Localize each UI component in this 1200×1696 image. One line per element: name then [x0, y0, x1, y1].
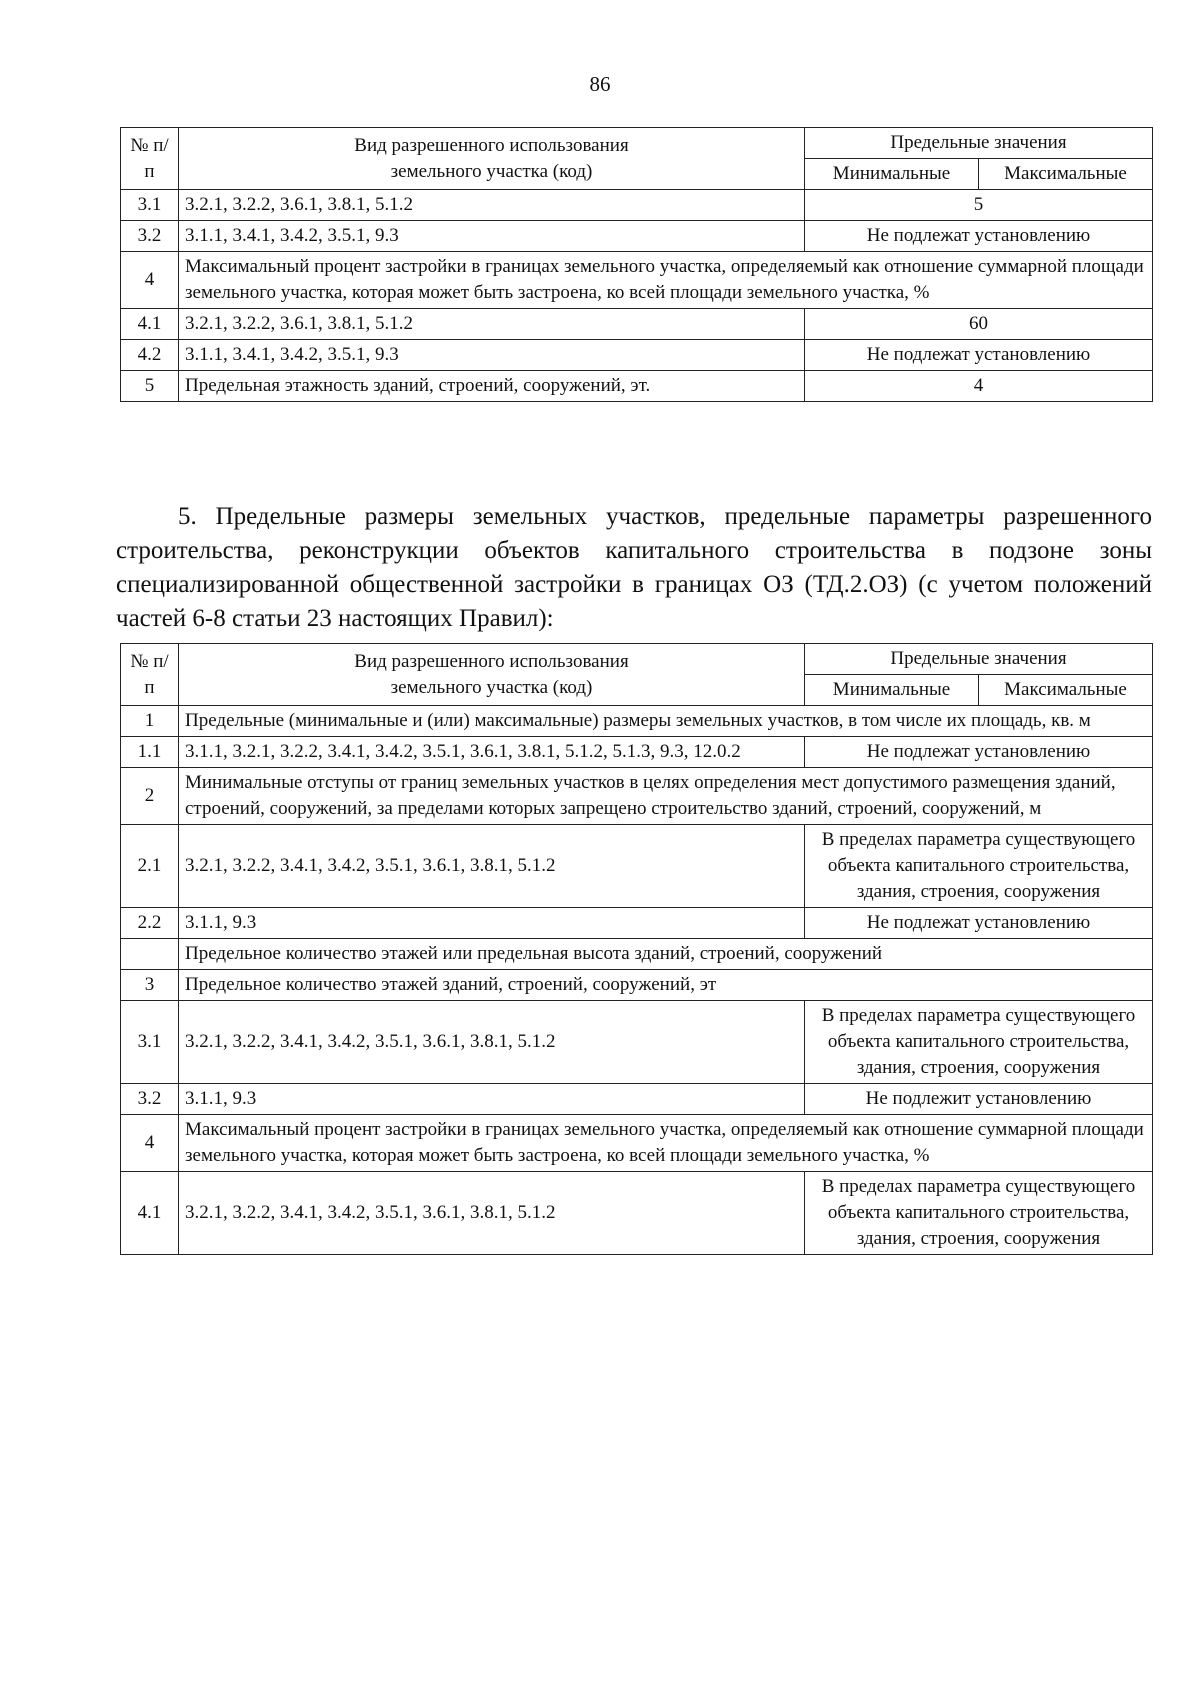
row-limit-value: В пределах параметра существующего объекта капитального строительства, здания, строения, сооружения — [805, 1172, 1153, 1255]
row-usage-codes: 3.2.1, 3.2.2, 3.4.1, 3.4.2, 3.5.1, 3.6.1, 3.8.1, 5.1.2 — [179, 1001, 805, 1084]
row-usage-codes: 3.2.1, 3.2.2, 3.6.1, 3.8.1, 5.1.2 — [179, 190, 805, 221]
table-row — [121, 340, 1153, 371]
table-row — [121, 1084, 1153, 1115]
row-limit-value: В пределах параметра существующего объекта капитального строительства, здания, строения, сооружения — [805, 1001, 1153, 1084]
table-row — [121, 1172, 1153, 1255]
row-number: 1 — [121, 706, 179, 737]
row-number: 3.2 — [121, 221, 179, 252]
table-header-row — [121, 644, 1153, 675]
max-header: Максимальные — [979, 675, 1153, 706]
row-number: 2.1 — [121, 825, 179, 908]
table-row — [121, 970, 1153, 1001]
row-limit-value: 5 — [805, 190, 1153, 221]
row-number: 4.1 — [121, 309, 179, 340]
row-usage-codes: 3.1.1, 3.4.1, 3.4.2, 3.5.1, 9.3 — [179, 221, 805, 252]
limits-header: Предельные значения — [805, 128, 1153, 159]
limits-table-2 — [120, 643, 1153, 1255]
row-description: Предельное количество этажей или предельная высота зданий, строений, сооружений — [179, 939, 1153, 970]
row-limit-value: 4 — [805, 371, 1153, 402]
row-number: 3 — [121, 970, 179, 1001]
row-number: 3.1 — [121, 1001, 179, 1084]
min-header: Минимальные — [805, 675, 979, 706]
table-row — [121, 939, 1153, 970]
type-header-line1: Вид разрешенного использования — [354, 650, 629, 672]
table-row — [121, 371, 1153, 402]
table1-body — [121, 190, 1153, 402]
row-description: Максимальный процент застройки в границах земельного участка, определяемый как отношение суммарной площади земельного участка, которая может быть застроена, ко всей площади земельного участка, % — [179, 252, 1153, 309]
row-limit-value: Не подлежат установлению — [805, 908, 1153, 939]
row-number: 4 — [121, 252, 179, 309]
table2-body — [121, 706, 1153, 1255]
row-number: 3.2 — [121, 1084, 179, 1115]
table-row — [121, 309, 1153, 340]
limits-table-1 — [120, 127, 1153, 402]
row-usage-codes: Предельная этажность зданий, строений, сооружений, эт. — [179, 371, 805, 402]
row-usage-codes: 3.1.1, 3.2.1, 3.2.2, 3.4.1, 3.4.2, 3.5.1, 3.6.1, 3.8.1, 5.1.2, 5.1.3, 9.3, 12.0.2 — [179, 737, 805, 768]
row-usage-codes: 3.1.1, 9.3 — [179, 1084, 805, 1115]
table-row — [121, 221, 1153, 252]
row-description: Максимальный процент застройки в границах земельного участка, определяемый как отношение суммарной площади земельного участка, которая может быть застроена, ко всей площади земельного участка, % — [179, 1115, 1153, 1172]
row-usage-codes: 3.2.1, 3.2.2, 3.6.1, 3.8.1, 5.1.2 — [179, 309, 805, 340]
table-row — [121, 768, 1153, 825]
table-row — [121, 1115, 1153, 1172]
table-row — [121, 737, 1153, 768]
min-header: Минимальные — [805, 159, 979, 190]
type-header-line2: земельного участка (код) — [390, 676, 593, 698]
num-header: № п/п — [121, 644, 179, 706]
row-limit-value: 60 — [805, 309, 1153, 340]
table-row — [121, 706, 1153, 737]
row-number: 4 — [121, 1115, 179, 1172]
row-usage-codes: 3.1.1, 3.4.1, 3.4.2, 3.5.1, 9.3 — [179, 340, 805, 371]
row-number: 4.2 — [121, 340, 179, 371]
row-usage-codes: 3.2.1, 3.2.2, 3.4.1, 3.4.2, 3.5.1, 3.6.1, 3.8.1, 5.1.2 — [179, 1172, 805, 1255]
row-limit-value: В пределах параметра существующего объекта капитального строительства, здания, строения, сооружения — [805, 825, 1153, 908]
type-header-line2: земельного участка (код) — [390, 160, 593, 182]
row-usage-codes: 3.2.1, 3.2.2, 3.4.1, 3.4.2, 3.5.1, 3.6.1, 3.8.1, 5.1.2 — [179, 825, 805, 908]
table-header-row — [121, 128, 1153, 159]
row-number: 2 — [121, 768, 179, 825]
row-description: Предельное количество этажей зданий, строений, сооружений, эт — [179, 970, 1153, 1001]
limits-header: Предельные значения — [805, 644, 1153, 675]
table-row — [121, 1001, 1153, 1084]
row-number — [121, 939, 179, 970]
type-header — [179, 644, 805, 706]
row-number: 2.2 — [121, 908, 179, 939]
table-row — [121, 190, 1153, 221]
table-row — [121, 908, 1153, 939]
num-header: № п/п — [121, 128, 179, 190]
row-number: 4.1 — [121, 1172, 179, 1255]
row-limit-value: Не подлежит установлению — [805, 1084, 1153, 1115]
section-paragraph: 5. Предельные размеры земельных участков, предельные параметры разрешенного строительства, реконструкции объектов капитального строительства в подзоне зоны специализированной общественной застройки в границах ОЗ (ТД.2.ОЗ) (с учетом положений частей 6-8 статьи 23 настоящих Правил): — [116, 503, 1152, 632]
row-limit-value: Не подлежат установлению — [805, 737, 1153, 768]
row-limit-value: Не подлежат установлению — [805, 221, 1153, 252]
row-number: 1.1 — [121, 737, 179, 768]
row-number: 5 — [121, 371, 179, 402]
row-limit-value: Не подлежат установлению — [805, 340, 1153, 371]
table-row — [121, 825, 1153, 908]
row-number: 3.1 — [121, 190, 179, 221]
table-row — [121, 252, 1153, 309]
row-description: Минимальные отступы от границ земельных участков в целях определения мест допустимого размещения зданий, строений, сооружений, за пределами которых запрещено строительство зданий, строений, сооружений, м — [179, 768, 1153, 825]
type-header-line1: Вид разрешенного использования — [354, 134, 629, 156]
row-usage-codes: 3.1.1, 9.3 — [179, 908, 805, 939]
page-number: 86 — [589, 72, 611, 96]
type-header — [179, 128, 805, 190]
max-header: Максимальные — [979, 159, 1153, 190]
row-description: Предельные (минимальные и (или) максимальные) размеры земельных участков, в том числе их площадь, кв. м — [179, 706, 1153, 737]
